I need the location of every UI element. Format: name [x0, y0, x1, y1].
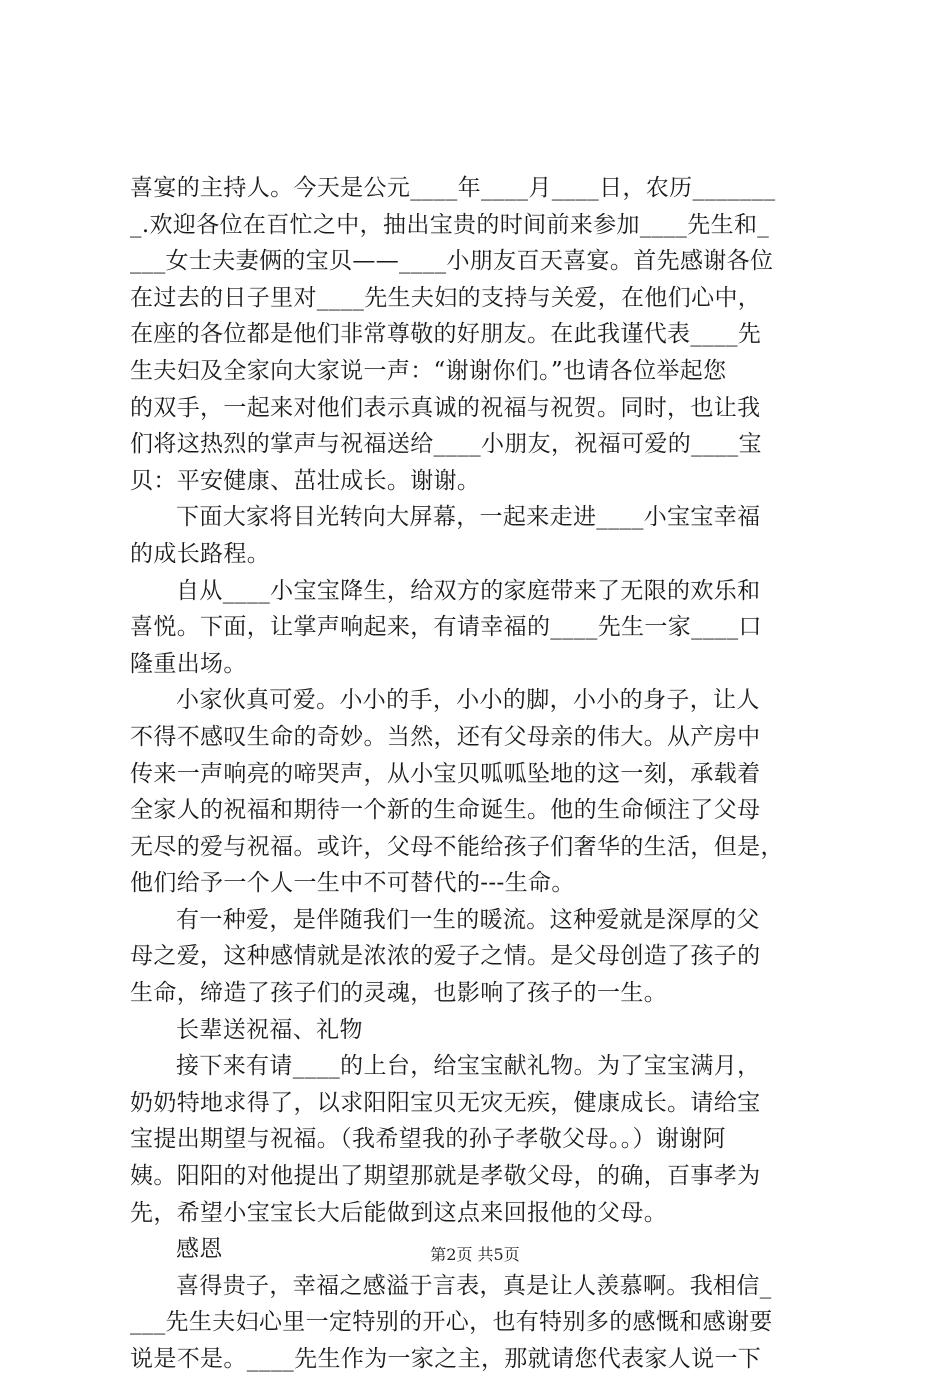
text-line: 母之爱，这种感情就是浓浓的爱子之情。是父母创造了孩子的	[130, 943, 761, 970]
text-line: 自从____小宝宝降生，给双方的家庭带来了无限的欢乐和	[176, 577, 761, 604]
text-line: 生夫妇及全家向大家说一声：“谢谢你们。”也请各位举起您	[130, 357, 727, 384]
text-line: 姨。阳阳的对他提出了期望那就是孝敬父母，的确，百事孝为	[130, 1163, 761, 1190]
text-line: 喜得贵子，幸福之感溢于言表，真是让人羡慕啊。我相信_	[176, 1272, 772, 1299]
text-line: 先，希望小宝宝长大后能做到这点来回报他的父母。	[130, 1199, 668, 1226]
text-line: 隆重出场。	[130, 650, 247, 677]
text-line: 不得不感叹生命的奇妙。当然，还有父母亲的伟大。从产房中	[130, 723, 761, 750]
text-line: 奶奶特地求得了，以求阳阳宝贝无灾无疾，健康成长。请给宝	[130, 1089, 761, 1116]
text-line: 的双手，一起来对他们表示真诚的祝福与祝贺。同时，也让我	[130, 394, 761, 421]
text-line: 们将这热烈的掌声与祝福送给____小朋友，祝福可爱的____宝	[130, 431, 762, 458]
text-line: 喜悦。下面，让掌声响起来，有请幸福的____先生一家____口	[130, 614, 762, 641]
text-line: 感恩	[176, 1236, 223, 1263]
text-line: 小家伙真可爱。小小的手，小小的脚，小小的身子，让人	[176, 687, 760, 714]
text-line: 宝提出期望与祝福。（我希望我的孙子孝敬父母。。）谢谢阿	[130, 1126, 726, 1153]
text-line: 接下来有请____的上台，给宝宝献礼物。为了宝宝满月，	[176, 1053, 761, 1080]
text-line: 传来一声响亮的啼哭声，从小宝贝呱呱坠地的这一刻，承载着	[130, 760, 761, 787]
text-line: 的成长路程。	[130, 540, 271, 567]
page-footer: 第2页 共5页	[430, 1245, 520, 1264]
document-body	[130, 170, 840, 1378]
text-line: ___女士夫妻俩的宝贝——____小朋友百天喜宴。首先感谢各位	[130, 248, 774, 275]
text-line: 贝：平安健康、茁壮成长。谢谢。	[130, 467, 481, 494]
text-line: 全家人的祝福和期待一个新的生命诞生。他的生命倾注了父母	[130, 797, 761, 824]
text-line: 无尽的爱与祝福。或许，父母不能给孩子们奢华的生活，但是，	[130, 833, 784, 860]
text-line: 说是不是。____先生作为一家之主，那就请您代表家人说一下	[130, 1346, 762, 1372]
text-line: 有一种爱，是伴随我们一生的暖流。这种爱就是深厚的父	[176, 906, 760, 933]
text-line: 下面大家将目光转向大屏幕，一起来走进____小宝宝幸福	[176, 504, 761, 531]
text-line: 长辈送祝福、礼物	[176, 1016, 363, 1043]
text-line: _.欢迎各位在百忙之中，抽出宝贵的时间前来参加____先生和_	[130, 211, 770, 238]
text-line: 在座的各位都是他们非常尊敬的好朋友。在此我谨代表____先	[130, 321, 762, 348]
text-line: 在过去的日子里对____先生夫妇的支持与关爱，在他们心中，	[130, 284, 762, 311]
text-line: 喜宴的主持人。今天是公元____年____月____日，农历_______	[130, 175, 776, 201]
text-line: 生命，缔造了孩子们的灵魂，也影响了孩子的一生。	[130, 980, 668, 1007]
text-line: 他们给予一个人一生中不可替代的---生命。	[130, 870, 575, 897]
text-line: ___先生夫妇心里一定特别的开心，也有特别多的感慨和感谢要	[130, 1309, 773, 1336]
